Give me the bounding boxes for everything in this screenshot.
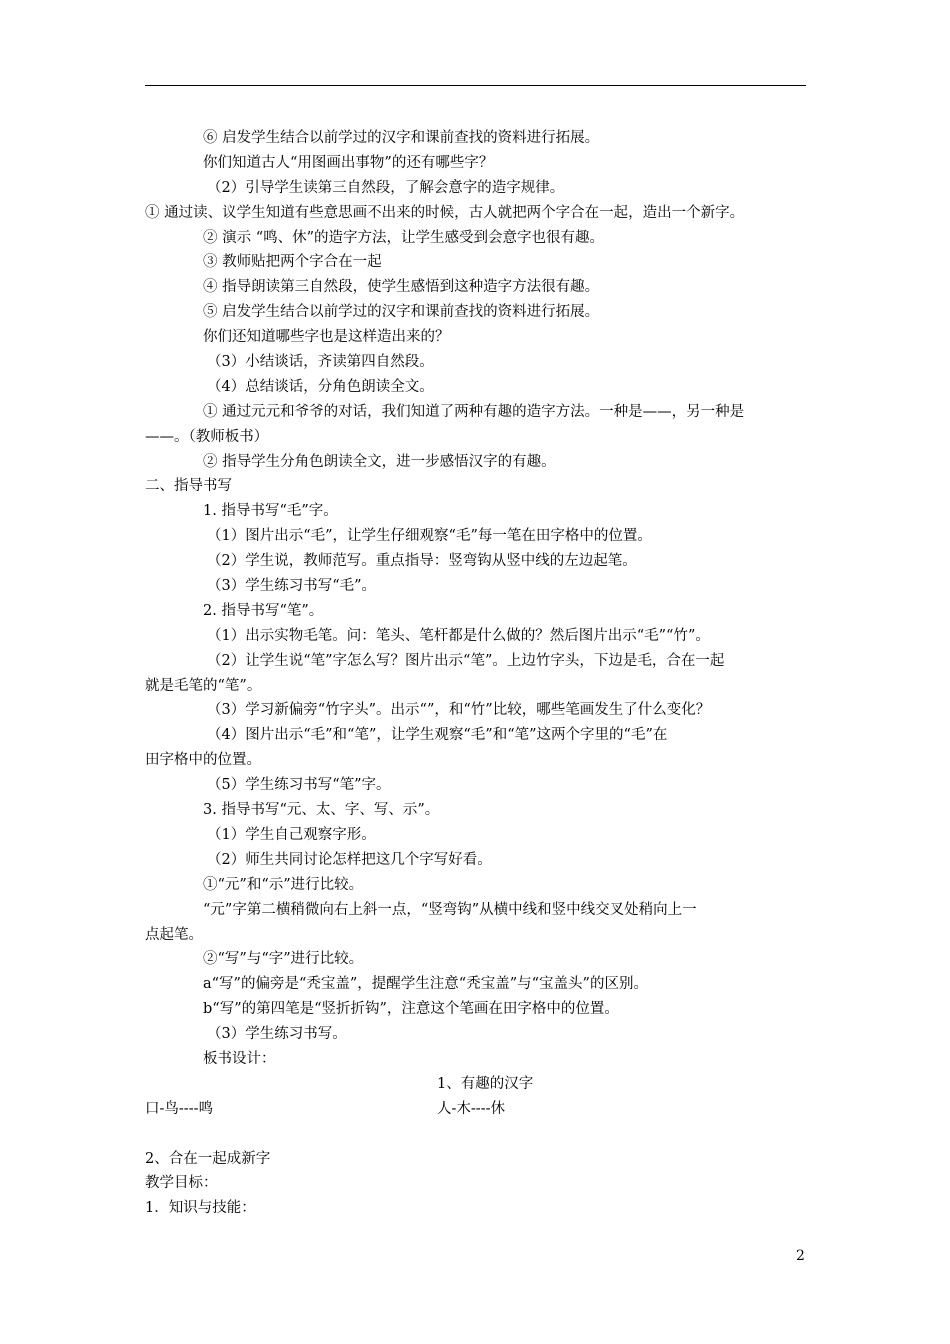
text-line: （2）让学生说“笔”字怎么写？图片出示“笔”。上边竹字头，下边是毛，合在一起 — [207, 652, 725, 669]
text-line: （1）出示实物毛笔。问：笔头、笔杆都是什么做的？然后图片出示“毛”“竹”。 — [207, 627, 710, 644]
text-line: ③ 教师贴把两个字合在一起 — [203, 254, 382, 271]
text-line: （2）师生共同讨论怎样把这几个字写好看。 — [207, 851, 492, 868]
text-line: 板书设计： — [203, 1050, 276, 1067]
text-line: ⑥ 启发学生结合以前学过的汉字和课前查找的资料进行拓展。 — [203, 130, 600, 146]
header-rule — [145, 85, 806, 86]
text-line: 点起笔。 — [145, 926, 203, 943]
text-line: ①“元”和“示”进行比较。 — [203, 876, 364, 893]
text-line: （1）学生自己观察字形。 — [207, 826, 376, 843]
board-left: 口-鸟----鸣 — [145, 1100, 213, 1117]
text-line: （2）学生说，教师范写。重点指导：竖弯钩从竖中线的左边起笔。 — [207, 553, 637, 570]
text-line: （2）引导学生读第三自然段，了解会意字的造字规律。 — [207, 179, 565, 196]
board-right: 人-木----休 — [437, 1100, 505, 1117]
text-line: 二、指导书写 — [145, 478, 232, 495]
text-line: ⑤ 启发学生结合以前学过的汉字和课前查找的资料进行拓展。 — [203, 304, 600, 321]
text-line: （3）学生练习书写“毛”。 — [207, 578, 377, 595]
section-subtitle: 教学目标： — [145, 1175, 218, 1192]
document-body — [145, 126, 815, 1221]
text-line: 2. 指导书写“笔”。 — [203, 602, 324, 619]
board-title: 1、有趣的汉字 — [437, 1075, 534, 1092]
text-line: （5）学生练习书写“笔”字。 — [207, 777, 391, 794]
text-line: ②“写”与“字”进行比较。 — [203, 951, 364, 968]
text-line: ② 演示 “鸣、休”的造字方法，让学生感受到会意字也很有趣。 — [203, 229, 605, 246]
text-line: ④ 指导朗读第三自然段，使学生感悟到这种造字方法很有趣。 — [203, 279, 600, 296]
text-line: ① 通过元元和爷爷的对话，我们知道了两种有趣的造字方法。一种是——，另一种是 — [203, 403, 745, 420]
page-number: 2 — [796, 1248, 805, 1264]
text-line: （3）小结谈话，齐读第四自然段。 — [207, 354, 434, 371]
text-line: ② 指导学生分角色朗读全文，进一步感悟汉字的有趣。 — [203, 453, 556, 470]
text-line: 你们知道古人“用图画出事物”的还有哪些字？ — [203, 154, 494, 171]
text-line: （3）学生练习书写。 — [207, 1026, 347, 1043]
text-line: （3）学习新偏旁“竹字头”。出示“”，和“竹”比较，哪些笔画发生了什么变化？ — [207, 702, 711, 719]
text-line: 就是毛笔的“笔”。 — [145, 677, 262, 694]
text-line: ① 通过读、议学生知道有些意思画不出来的时候，古人就把两个字合在一起，造出一个新字。 — [145, 204, 745, 221]
text-line: “元”字第二横稍微向右上斜一点，“竖弯钩”从横中线和竖中线交叉处稍向上一 — [203, 901, 697, 918]
text-line: 3. 指导书写“元、太、字、写、示”。 — [203, 802, 440, 819]
text-line: 你们还知道哪些字也是这样造出来的？ — [203, 329, 450, 346]
text-line: 1. 指导书写“毛”字。 — [203, 503, 338, 520]
board-row — [145, 1097, 815, 1122]
section-item: 1．知识与技能： — [145, 1200, 256, 1217]
text-line: 田字格中的位置。 — [145, 752, 261, 769]
section-title: 2、合在一起成新字 — [145, 1150, 271, 1167]
spacer — [145, 1122, 815, 1147]
text-line: （1）图片出示“毛”，让学生仔细观察“毛”每一笔在田字格中的位置。 — [207, 528, 652, 545]
text-line: b“写”的第四笔是“竖折折钩”，注意这个笔画在田字格中的位置。 — [203, 1001, 619, 1018]
text-line: （4）总结谈话，分角色朗读全文。 — [207, 378, 434, 395]
text-line: a“写”的偏旁是“秃宝盖”，提醒学生注意“秃宝盖”与“宝盖头”的区别。 — [203, 976, 648, 993]
text-line: （4）图片出示“毛”和“笔”，让学生观察“毛”和“笔”这两个字里的“毛”在 — [207, 727, 668, 744]
text-line: ——。（教师板书） — [145, 428, 269, 445]
paragraph-lines — [145, 126, 815, 1072]
